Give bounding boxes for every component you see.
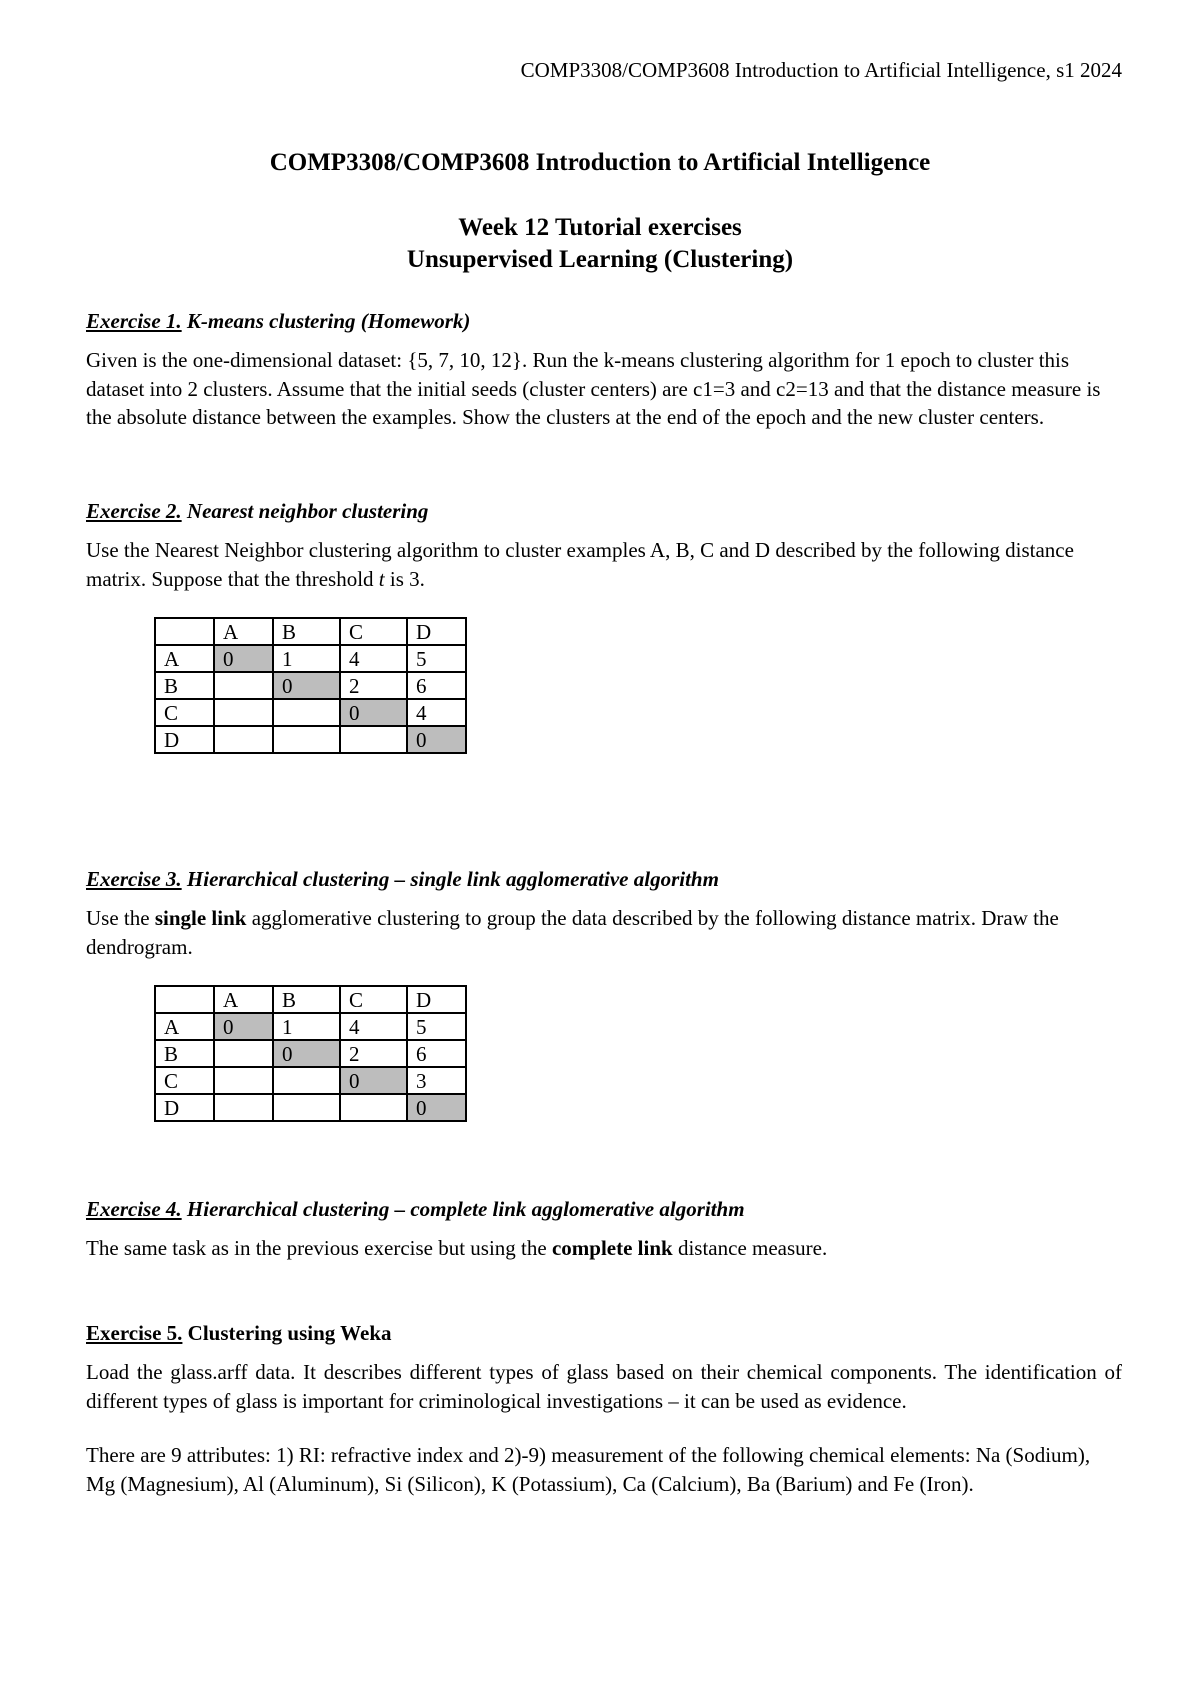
table-cell: 5 — [407, 1013, 466, 1040]
diagonal-cell: 0 — [273, 672, 340, 699]
row-label-cell: D — [155, 1094, 214, 1121]
row-label-cell: A — [155, 1013, 214, 1040]
table-cell: 2 — [340, 1040, 407, 1067]
exercise-3-title: Hierarchical clustering – single link agglomerative algorithm — [186, 867, 719, 891]
table-row — [155, 699, 466, 726]
table-cell: 1 — [273, 645, 340, 672]
complete-link-term: complete link — [551, 1236, 673, 1260]
table-row — [155, 1013, 466, 1040]
topic-title: Unsupervised Learning (Clustering) — [406, 246, 794, 273]
exercise-4-title: Hierarchical clustering – complete link agglomerative algorithm — [186, 1197, 745, 1221]
table-cell: 6 — [407, 672, 466, 699]
table-cell: 4 — [407, 699, 466, 726]
exercise-5 — [86, 1320, 1122, 1498]
diagonal-cell: 0 — [214, 1013, 273, 1040]
table-header-cell: A — [214, 986, 273, 1013]
exercise-2-number: Exercise 2. — [86, 499, 182, 523]
exercise-2-text-before: Use the Nearest Neighbor clustering algorithm to cluster examples A, B, C and D described by the following distance matrix. Suppose that the threshold — [86, 538, 1074, 591]
table-cell — [273, 1094, 340, 1121]
exercise-5-heading — [86, 1320, 1122, 1346]
exercise-3-text — [86, 904, 1122, 961]
table-cell: 2 — [340, 672, 407, 699]
exercise-1-number: Exercise 1. — [86, 309, 182, 333]
table-cell — [214, 1067, 273, 1094]
table-cell — [340, 726, 407, 753]
exercise-2-text — [86, 536, 1122, 593]
exercise-5-paragraph-2: There are 9 attributes: 1) RI: refractive index and 2)-9) measurement of the following chemical elements: Na (Sodium), Mg (Magnesium), Al (Aluminum), Si (Silicon), K (Potassium), Ca (Calcium), Ba (Barium) and Fe (Iron). — [86, 1443, 1091, 1496]
table-header-cell: A — [214, 618, 273, 645]
diagonal-cell: 0 — [340, 699, 407, 726]
table-cell — [214, 1040, 273, 1067]
table-cell: 4 — [340, 645, 407, 672]
diagonal-cell: 0 — [340, 1067, 407, 1094]
table-cell — [273, 1067, 340, 1094]
table-cell — [273, 699, 340, 726]
table-row — [155, 1094, 466, 1121]
table-cell — [214, 672, 273, 699]
exercise-4-text — [86, 1234, 1122, 1263]
table-row — [155, 672, 466, 699]
exercise-4 — [86, 1196, 1122, 1263]
row-label-cell: B — [155, 672, 214, 699]
exercise-4-text-before: The same task as in the previous exercise but using the — [86, 1236, 552, 1260]
exercise-1 — [86, 308, 1122, 432]
table-header-row — [155, 618, 466, 645]
exercise-2-heading — [86, 498, 1122, 524]
row-label-cell: D — [155, 726, 214, 753]
table-header-cell: D — [407, 986, 466, 1013]
row-label-cell: C — [155, 1067, 214, 1094]
table-row — [155, 645, 466, 672]
table-row — [155, 1067, 466, 1094]
running-header: COMP3308/COMP3608 Introduction to Artificial Intelligence, s1 2024 — [520, 58, 1122, 82]
exercise-2-title: Nearest neighbor clustering — [186, 499, 429, 523]
table-cell: 5 — [407, 645, 466, 672]
exercise-2 — [86, 498, 1122, 754]
exercise-3-number: Exercise 3. — [86, 867, 182, 891]
diagonal-cell: 0 — [273, 1040, 340, 1067]
table-cell — [214, 1094, 273, 1121]
distance-matrix-ex3 — [154, 985, 467, 1122]
table-cell: 6 — [407, 1040, 466, 1067]
diagonal-cell: 0 — [214, 645, 273, 672]
table-header-cell: B — [273, 986, 340, 1013]
exercise-3-text-before: Use the — [86, 906, 155, 930]
exercise-2-text-after: is 3. — [384, 566, 425, 591]
exercise-4-heading — [86, 1196, 1122, 1222]
row-label-cell: A — [155, 645, 214, 672]
exercise-4-number: Exercise 4. — [86, 1197, 182, 1221]
single-link-term: single link — [154, 906, 247, 930]
table-cell — [214, 699, 273, 726]
exercise-5-paragraph-1: Load the glass.arff data. It describes different types of glass based on their chemical components. The identification of different types of glass is important for criminological investigations – it can be used as evidence. — [86, 1360, 1122, 1413]
table-row — [155, 726, 466, 753]
table-cell: 1 — [273, 1013, 340, 1040]
table-cell: 3 — [407, 1067, 466, 1094]
table-header-cell: B — [273, 618, 340, 645]
exercise-5-title: Clustering using Weka — [187, 1321, 392, 1345]
row-label-cell: C — [155, 699, 214, 726]
exercise-1-text: Given is the one-dimensional dataset: {5, 7, 10, 12}. Run the k-means clustering algorithm for 1 epoch to cluster this dataset into 2 clusters. Assume that the initial seeds (cluster centers) are c1=3 and c2=13 and that the distance measure is the absolute distance between the examples. Show the clusters at the end of the epoch and the new cluster centers. — [86, 348, 1101, 429]
table-header-cell: C — [340, 986, 407, 1013]
table-row — [155, 1040, 466, 1067]
table-cell — [214, 726, 273, 753]
exercise-1-title: K-means clustering (Homework) — [186, 309, 471, 333]
exercise-1-heading — [86, 308, 1122, 334]
title-block — [0, 148, 1200, 276]
diagonal-cell: 0 — [407, 726, 466, 753]
table-header-cell: C — [340, 618, 407, 645]
table-header-row — [155, 986, 466, 1013]
table-header-cell: D — [407, 618, 466, 645]
exercise-5-number: Exercise 5. — [86, 1321, 183, 1345]
threshold-symbol: t — [378, 566, 385, 591]
exercise-3-heading — [86, 866, 1122, 892]
exercise-3 — [86, 866, 1122, 1122]
course-title: COMP3308/COMP3608 Introduction to Artificial Intelligence — [269, 149, 931, 176]
table-cell — [273, 726, 340, 753]
distance-matrix-ex2 — [154, 617, 467, 754]
table-cell: 4 — [340, 1013, 407, 1040]
distance-matrix-ex3-body — [155, 986, 466, 1121]
table-cell — [340, 1094, 407, 1121]
week-title: Week 12 Tutorial exercises — [458, 214, 742, 241]
exercise-4-text-after: distance measure. — [672, 1236, 828, 1260]
exercise-3-text-after: agglomerative clustering to group the data described by the following distance matrix. Draw the dendrogram. — [86, 906, 1059, 959]
row-label-cell: B — [155, 1040, 214, 1067]
distance-matrix-ex2-body — [155, 618, 466, 753]
diagonal-cell: 0 — [407, 1094, 466, 1121]
table-cell — [155, 986, 214, 1013]
table-cell — [155, 618, 214, 645]
